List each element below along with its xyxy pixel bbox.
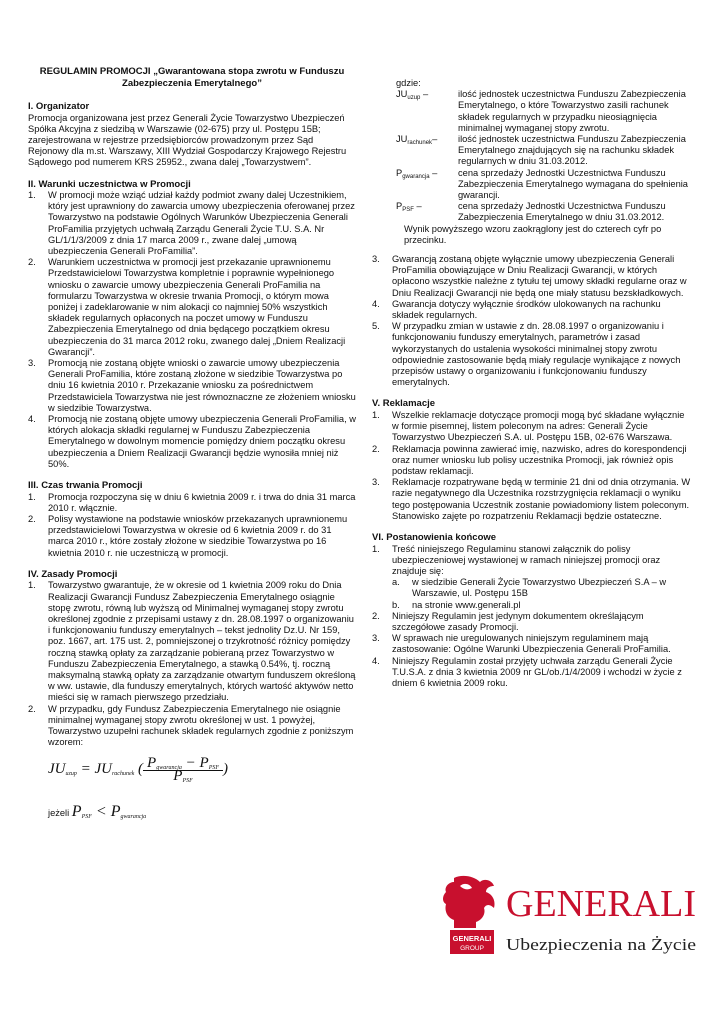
formula-condition: jeżeli $P_{PSF} < P_{gwarancja}$ (48, 803, 147, 821)
brand-wordmark: GENERALI (506, 883, 696, 925)
item-number: 3. (28, 358, 36, 369)
section-heading-warunki: II. Warunki uczestnictwa w Promocji (28, 178, 191, 190)
item-number: 1. (372, 409, 380, 420)
item-text: W przypadku zmian w ustawie z dn. 28.08.1997 o organizowaniu i funkcjonowaniu funduszy emerytalnych, parametrów i zasad wykorzystanych do ustalenia wysokości minimalnej stopy zwrotu odpowiednie zastosowanie będą miały regulacje wynikające z nowych przepisów ustawy o organizowaniu i funkcjonowaniu funduszy emerytalnych. (392, 321, 681, 388)
document-title: REGULAMIN PROMOCJI „Gwarantowana stopa zwrotu w Funduszu Zabezpieczenia Emerytalnego” (39, 66, 345, 89)
list-item (372, 254, 692, 299)
generali-logo (440, 872, 700, 958)
postanowienia-list (372, 544, 692, 578)
list-item (28, 257, 356, 358)
item-number: 4. (372, 655, 380, 666)
item-number: 2. (28, 703, 36, 714)
list-item (372, 444, 692, 478)
item-text: Polisy wystawione na podstawie wniosków przekazanych uprawnionemu przedstawicielowi Towarzystwa w okresie od 6 kwietnia 2009 r. do 31 marca 2010 r., które zostały złożone w siedzibie Towarzystwa po 16 kwietnia 2010 r. nie uczestniczą w promocji. (48, 514, 348, 558)
formula-lhs-sub: uzup (65, 771, 77, 778)
item-number: 4. (28, 414, 36, 425)
left-column (28, 66, 356, 820)
item-number: 1. (28, 580, 36, 591)
item-text: Treść niniejszego Regulaminu stanowi załącznik do polisy ubezpieczeniowej wystawionej w ramach niniejszej promocji oraz znajduje się: (392, 543, 661, 576)
formula-ju-sub: rachunek (111, 771, 135, 778)
list-item (28, 514, 356, 559)
item-number: 4. (372, 298, 380, 309)
formula-numerator: $P_{gwarancja} - P_{PSF}$ (143, 758, 223, 770)
formula-ju: JU (94, 761, 112, 778)
item-text: w siedzibie Generali Życie Towarzystwo Ubezpieczeń S.A – w Warszawie, ul. Postępu 15B (412, 577, 667, 599)
section-heading-postanowienia: VI. Postanowienia końcowe (372, 532, 497, 544)
item-text: Promocją nie zostaną objęte umowy ubezpieczenia Generali ProFamilia, w których alokacja składki regularnej w Funduszu Zabezpieczenia Emerytalnego w dowolnym momencie pomiędzy dniem początku okresu ubezpieczenia a Dniem Realizacji Gwarancji będzie wynosiła mniej niż 50%. (48, 414, 356, 469)
brand-tagline: Ubezpieczenia na Życie (506, 935, 696, 954)
item-number: 5. (372, 321, 380, 332)
list-item (372, 544, 692, 578)
item-text: Niniejszy Regulamin został przyjęty uchwała zarządu Generali Życie T.U.S.A. z dnia 3 kwietnia 2009 nr GL/ob./1/4/2009 i wchodzi w życie z dniem 6 kwietnia 2009 roku. (392, 655, 682, 688)
item-number: 2. (28, 257, 36, 268)
list-item (28, 704, 356, 749)
list-item (28, 358, 356, 414)
list-item (28, 492, 356, 514)
wynik-note: Wynik powyższego wzoru zaokrąglony jest do czterech cyfr po przecinku. (404, 223, 662, 245)
section-heading-zasady: IV. Zasady Promocji (28, 568, 118, 580)
formula-fraction (143, 755, 223, 784)
list-item (372, 321, 692, 388)
item-number: 3. (372, 254, 380, 265)
definition-text: ilość jednostek uczestnictwa Funduszu Zabezpieczenia Emerytalnego, o które Towarzystwo zasili rachunek składek regularnych w przypadku nieosiągnięcia minimalnej wymaganej stopy zwrotu. (458, 89, 686, 133)
warunki-list (28, 190, 356, 470)
definition-row: $P_{PSF}$ – cena sprzedaży Jednostki Uczestnictwa Funduszu Zabezpieczenia Emerytalnego w dniu 31.03.2012. (396, 201, 692, 223)
item-number: 2. (372, 610, 380, 621)
list-item (372, 477, 692, 522)
item-letter: b. (392, 599, 400, 610)
badge-bottom-text: GROUP (460, 945, 484, 952)
list-item (28, 190, 356, 257)
badge-top-text: GENERALI (452, 934, 492, 943)
right-column (372, 78, 692, 689)
item-text: Niniejszy Regulamin jest jedynym dokumentem określającym szczegółowe zasady Promocji. (392, 610, 644, 632)
item-text: Wszelkie reklamacje dotyczące promocji mogą być składane wyłącznie w formie pisemnej, listem poleconym na adres: Generali Życie Towarzystwo Ubezpieczeń S.A. ul. Postępu 15B, 02-676 Warszawa. (392, 409, 685, 443)
postanowienia-sublist (372, 577, 692, 611)
list-item (372, 656, 692, 690)
reklamacje-list (372, 410, 692, 522)
item-number: 3. (372, 477, 380, 488)
item-number: 1. (28, 491, 36, 502)
section-heading-czas: III. Czas trwania Promocji (28, 480, 143, 492)
item-text: Promocja rozpoczyna się w dniu 6 kwietnia 2009 r. i trwa do dnia 31 marca 2010 r. włącznie. (48, 491, 356, 513)
definition-row: $P_{gwarancja}$ – cena sprzedaży Jednostki Uczestnictwa Funduszu Zabezpieczenia Emerytalnego wymagana do spełnienia gwarancji. (396, 168, 692, 202)
item-text: Gwarancja dotyczy wyłącznie środków ulokowanych na rachunku składek regularnych. (392, 298, 661, 321)
definition-row: $JU_{rachunek}-$ ilość jednostek uczestnictwa Funduszu Zabezpieczenia Emerytalnego znajdujących się na rachunku składek regularnych w dniu 31.03.2012. (396, 134, 692, 168)
item-text: Reklamacje rozpatrywane będą w terminie 21 dni od dnia otrzymania. W razie negatywnego dla Uczestnika rozstrzygnięcia reklamacji o wyniku tego postępowania Uczestnik zostanie powiadomiony listem poleconym. Stanowisko zajęte po rozpatrzeniu Reklamacji będzie ostateczne. (392, 477, 691, 521)
section-heading-organizator: I. Organizator (28, 101, 90, 112)
list-item (372, 299, 692, 321)
list-item (372, 600, 692, 611)
formula-lhs: JU (48, 761, 66, 778)
definition-row: $JU_{uzup}$ – ilość jednostek uczestnictwa Funduszu Zabezpieczenia Emerytalnego, o które Towarzystwo zasili rachunek składek regularnych w przypadku nieosiągnięcia minimalnej wymaganej stopy zwrotu. (396, 89, 692, 134)
formula-eq: = (80, 761, 91, 778)
definition-text: cena sprzedaży Jednostki Uczestnictwa Funduszu Zabezpieczenia Emerytalnego wymagana do spełnienia gwarancji. (458, 167, 688, 201)
item-number: 2. (372, 443, 380, 454)
item-text: W przypadku, gdy Fundusz Zabezpieczenia Emerytalnego nie osiągnie minimalnej wymaganej stopy zwrotu określonej w ust. 1 powyżej, Towarzystwo uzupełni rachunek składek regularnych zgodnie z poniższym wzorem: (48, 703, 354, 748)
list-item (372, 611, 692, 633)
definition-text: ilość jednostek uczestnictwa Funduszu Zabezpieczenia Emerytalnego znajdujących się na rachunku składek regularnych w dniu 31.03.2012. (458, 134, 686, 167)
list-item (28, 414, 356, 470)
list-item (372, 410, 692, 444)
zasady-list-continued (372, 254, 692, 388)
item-text: Gwarancją zostaną objęte wyłącznie umowy ubezpieczenia Generali ProFamilia obowiązujące w Dniu Realizacji Gwarancji, w których opłacono wszystkie należne z tytułu tej umowy składki regularne oraz w Dniu Realizacji Gwarancji nie będą one miały statusu bezskładkowych. (392, 254, 687, 298)
condition-word: jeżeli (48, 808, 70, 819)
item-text: Towarzystwo gwarantuje, że w okresie od 1 kwietnia 2009 roku do Dnia Realizacji Gwarancji Fundusz Zabezpieczenia Emerytalnego osiągnie stopę zwrotu, równą lub wyższą od Minimalnej wymaganej stopy zwrotu określonej zgodnie z przepisami ustawy z dn. 28.08.1997 o organizowaniu i funkcjonowaniu funduszy emerytalnych – tekst jednolity Dz.U. Nr 159, poz. 1667, art. 175 ust. 2, pomniejszonej o trzykrotność różnicy pomiędzy roczną stawką opłaty za zarządzanie pobieraną przez Towarzystwo w Funduszu Zabezpieczenia Emerytalnego, a stawką 0.54%, tj. roczną maksymalną stawką opłaty za zarządzanie otwartym funduszem określoną w ww. ustawie, dla funduszy emerytalnych, których wartość aktywów netto mieści się w ramach pierwszego przedziału. (48, 580, 356, 703)
item-number: 1. (28, 190, 36, 201)
item-text: Warunkiem uczestnictwa w promocji jest przekazanie uprawnionemu Przedstawicielowi Towarzystwa kompletnie i poprawnie wypełnionego wniosku o zawarcie umowy ubezpieczenia Generali ProFamilia na formularzu Towarzystwa w okresie trwania Promocji, o którym mowa poniżej i zadeklarowanie w nim alokacji co najmniej 50% wszystkich składek regularnych opłaconych na poczet umowy w Funduszu Zabezpieczenia Emerytalnego od dnia będącego początkiem okresu ubezpieczenia do 31 marca 2012 roku, zwanego dalej „Dniem Realizacji Gwarancji”. (48, 257, 346, 357)
organizator-text: Promocja organizowana jest przez Generali Życie Towarzystwo Ubezpieczeń Spółka Akcyjna z siedzibą w Warszawie (02-675) przy ul. Postępu 15B; zarejestrowana w rejestrze przedsiębiorców prowadzonym przez Sąd Rejonowy dla m.st. Warszawy, XIII Wydział Gospodarczy Krajowego Rejestru Sądowego pod numerem KRS 25952., zwana dalej „Towarzystwem”. (28, 112, 347, 168)
item-text: W sprawach nie uregulowanych niniejszym regulaminem mają zastosowanie: Ogólne Warunki Ubezpieczenia Generali ProFamilia. (392, 633, 671, 655)
generali-lion-icon (440, 872, 700, 958)
section-heading-reklamacje: V. Reklamacje (372, 398, 436, 410)
definitions-table (396, 89, 692, 223)
item-number: 3. (372, 633, 380, 644)
list-item (28, 580, 356, 703)
definition-text: cena sprzedaży Jednostki Uczestnictwa Funduszu Zabezpieczenia Emerytalnego w dniu 31.03.2012. (458, 201, 666, 223)
gdzie-label: gdzie: (396, 78, 421, 88)
postanowienia-list-continued (372, 611, 692, 689)
item-number: 2. (28, 514, 36, 524)
formula: $JU_{uzup} = JU_{rachunek}$ ( $\frac{P_{gwarancja} - P_{PSF}}{P_{PSF}}$ ) (48, 755, 229, 784)
item-text: Reklamacja powinna zawierać imię, nazwisko, adres do korespondencji oraz numer wniosku lub polisy uczestnika Promocji, jak również opis podstaw reklamacji. (392, 443, 687, 476)
formula-denominator: $P_{PSF}$ (173, 767, 193, 784)
item-text: Promocją nie zostaną objęte wnioski o zawarcie umowy ubezpieczenia Generali ProFamilia, które zostaną złożone w siedzibie Towarzystwa po dniu 16 kwietnia 2010 r. Przekazanie wniosku za pośrednictwem Przedstawiciela Towarzystwa nie jest równoznaczne ze złożeniem wniosku w siedzibie Towarzystwa. (48, 358, 356, 413)
czas-list (28, 492, 356, 559)
item-text: W promocji może wziąć udział każdy podmiot zwany dalej Uczestnikiem, który jest uprawniony do zawarcia umowy ubezpieczenia oferowanej przez Towarzystwo na podstawie Ogólnych Warunków Ubezpieczenia Generali ProFamilia przyjętych uchwałą Zarządu Generali Życie T.U. S.A. Nr GL/1/1/3/2009 z dnia 17 marca 2009 r., zwane dalej „umową ubezpieczenia Generali ProFamilia”. (48, 190, 355, 257)
zasady-list (28, 580, 356, 748)
item-number: 1. (372, 543, 380, 554)
list-item (372, 577, 692, 599)
item-text: na stronie www.generali.pl (412, 599, 521, 610)
item-letter: a. (392, 577, 400, 588)
list-item (372, 633, 692, 655)
